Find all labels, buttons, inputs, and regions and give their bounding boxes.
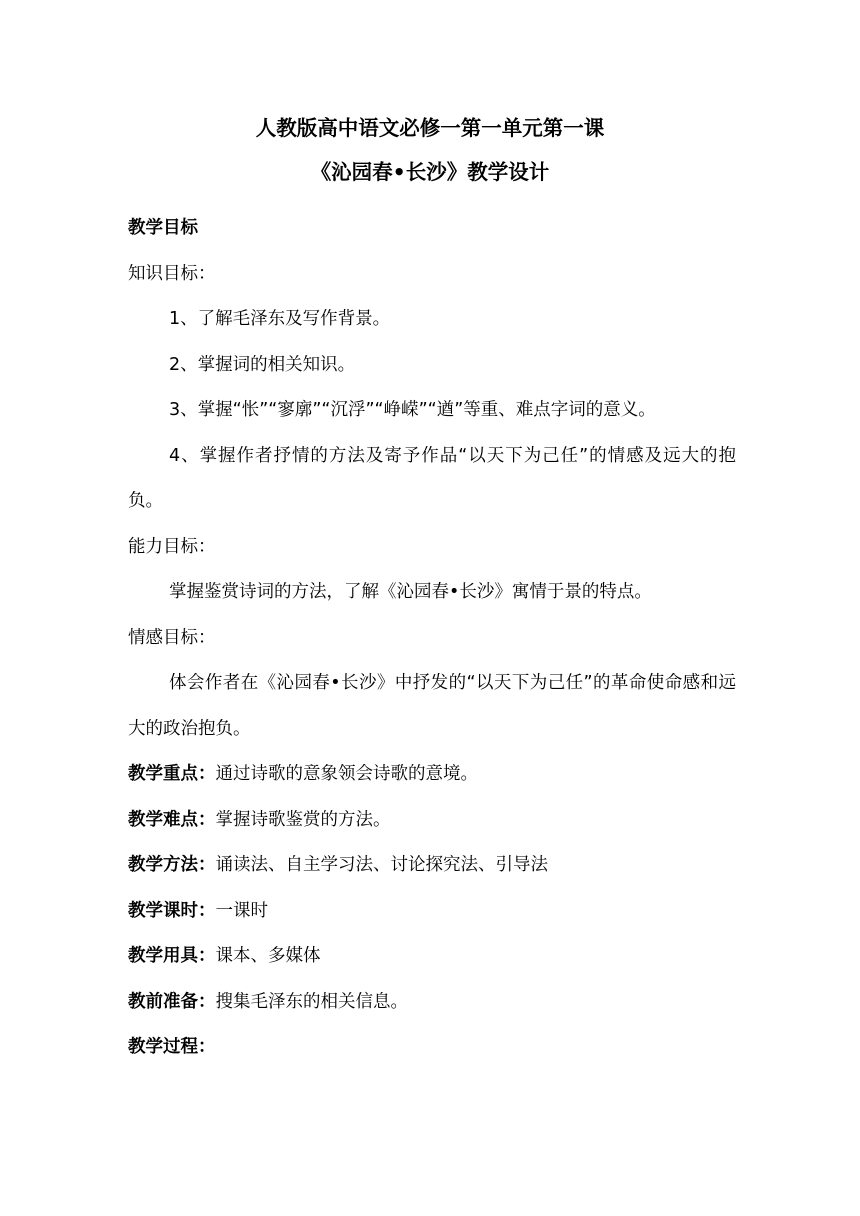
knowledge-heading: 知识目标： <box>128 263 216 284</box>
document-title-line1: 人教版高中语文必修一第一单元第一课 <box>255 116 605 140</box>
key-point-label: 教学重点： <box>128 764 216 784</box>
tools-text: 课本、多媒体 <box>215 946 321 966</box>
method-label: 教学方法： <box>128 855 216 875</box>
prep-row <box>128 980 736 1026</box>
hours-label: 教学课时： <box>128 900 216 921</box>
hours-row <box>128 889 736 935</box>
knowledge-item-1: 1、了解毛泽东及写作背景。 <box>169 309 391 329</box>
document-body <box>128 206 736 1071</box>
emotion-heading: 情感目标： <box>128 627 216 648</box>
method-row <box>128 843 736 889</box>
knowledge-item-2: 2、掌握词的相关知识。 <box>169 354 356 375</box>
goals-heading: 教学目标 <box>128 218 198 238</box>
knowledge-item-3: 3、掌握“怅”“寥廓”“沉浮”“峥嵘”“遒”等重、难点字词的意义。 <box>169 400 656 420</box>
ability-heading: 能力目标： <box>128 536 216 557</box>
emotion-text: 体会作者在《沁园春•长沙》中抒发的“以天下为己任”的革命使命感和远大的政治抱负。 <box>128 673 736 739</box>
difficulty-label: 教学难点： <box>128 809 216 830</box>
method-text: 诵读法、自主学习法、讨论探究法、引导法 <box>215 855 548 875</box>
tools-label: 教学用具： <box>128 946 216 966</box>
difficulty-row <box>128 798 736 844</box>
prep-label: 教前准备： <box>128 991 216 1012</box>
ability-text: 掌握鉴赏诗词的方法，了解《沁园春•长沙》寓情于景的特点。 <box>169 582 652 602</box>
process-heading: 教学过程： <box>128 1037 216 1057</box>
hours-text: 一课时 <box>215 900 268 921</box>
document-title-line2: 《沁园春•长沙》教学设计 <box>310 160 550 184</box>
prep-text: 搜集毛泽东的相关信息。 <box>215 991 408 1012</box>
key-point-text: 通过诗歌的意象领会诗歌的意境。 <box>215 764 478 784</box>
tools-row <box>128 934 736 980</box>
key-point-row <box>128 752 736 798</box>
knowledge-item-4: 4、掌握作者抒情的方法及寄予作品“以天下为己任”的情感及远大的抱负。 <box>128 445 736 511</box>
difficulty-text: 掌握诗歌鉴赏的方法。 <box>215 809 391 830</box>
